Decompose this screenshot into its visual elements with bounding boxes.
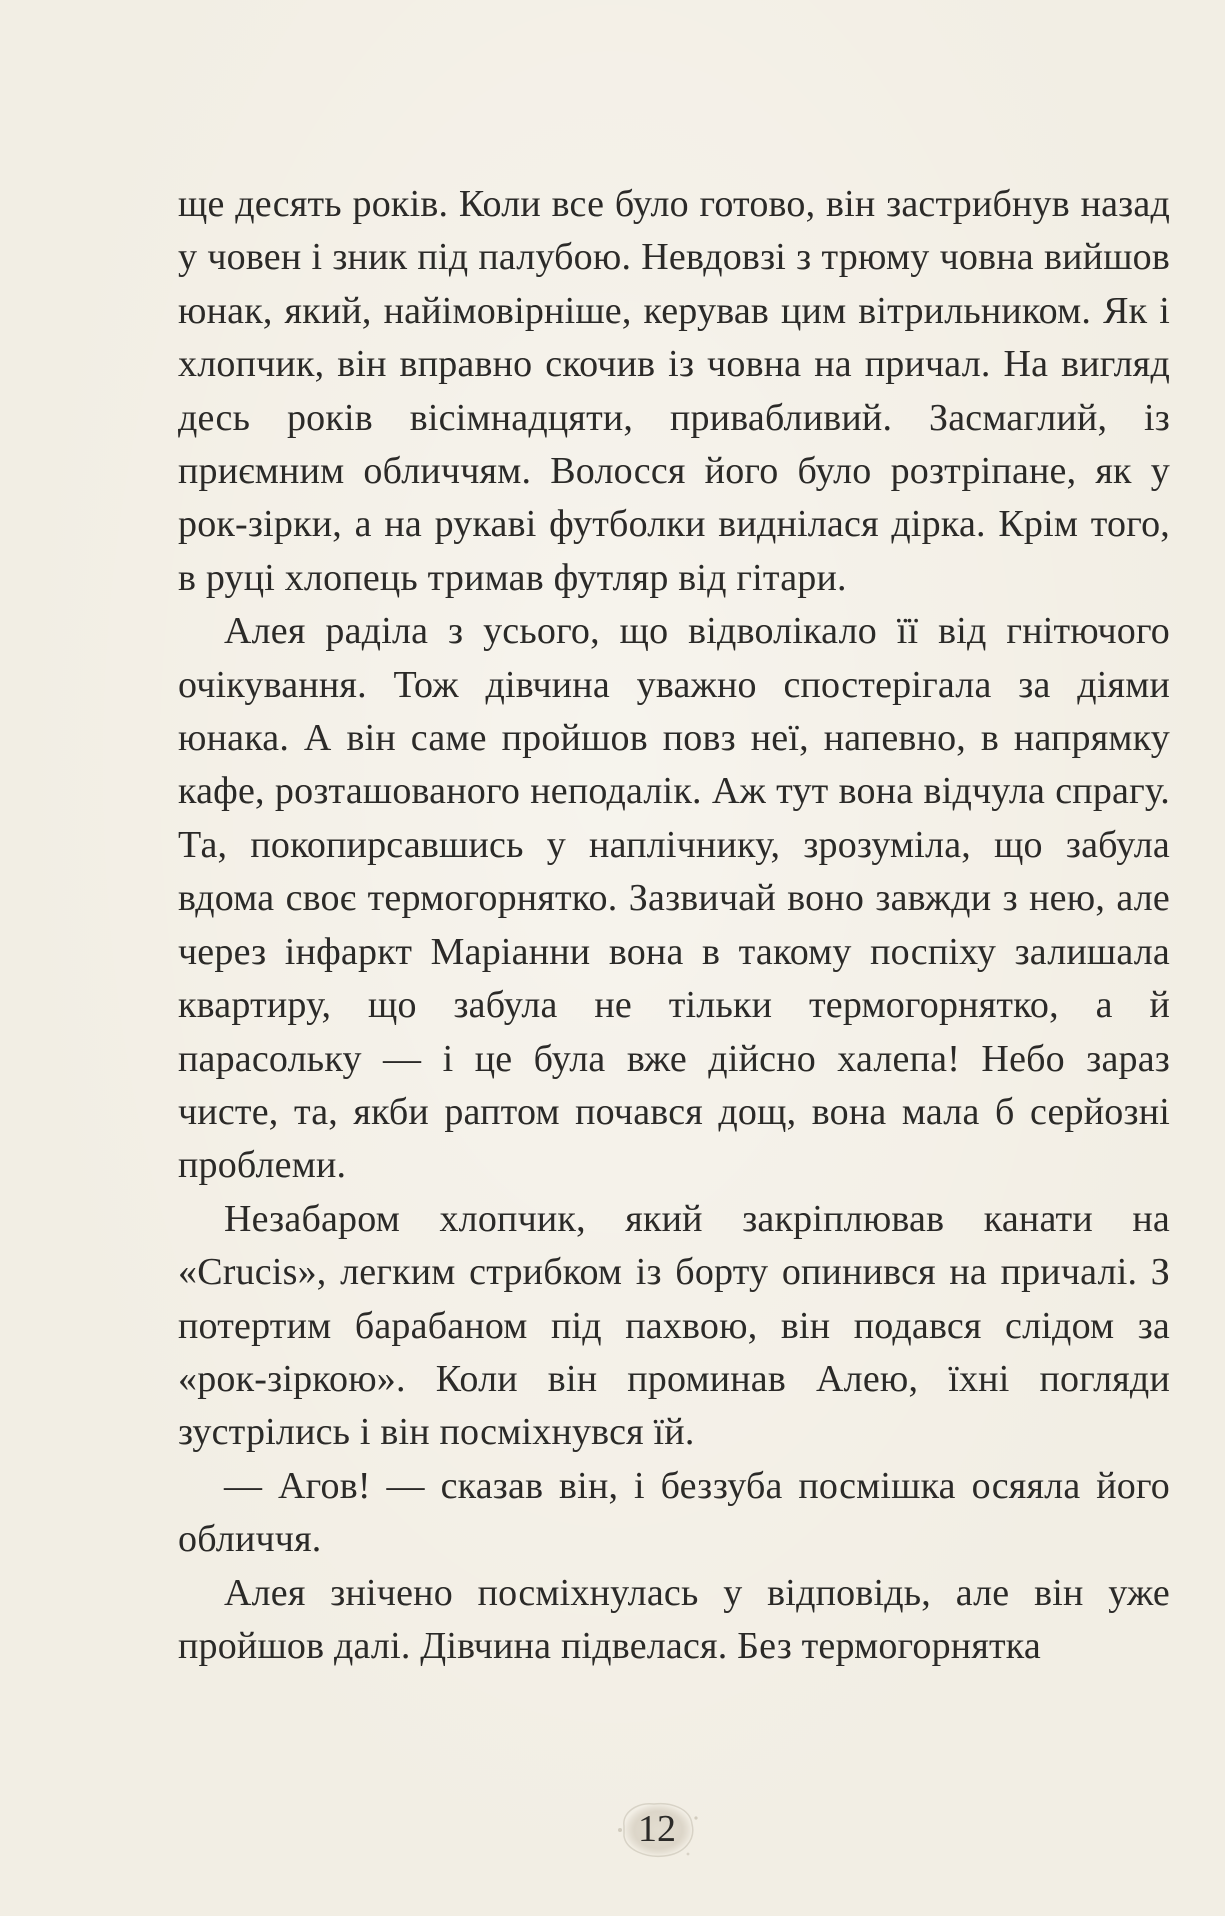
paragraph-5: Алея знічено посміхнулась у відповідь, але він уже пройшов далі. Дівчина підвелася. Без термогорнятка (178, 1571, 1170, 1667)
page-number-area (612, 1796, 702, 1862)
paragraph-4: — Агов! — сказав він, і беззуба посмішка осяяла його обличчя. (178, 1464, 1170, 1561)
body-text (178, 178, 1170, 1673)
paragraph-2: Алея раділа з усього, що відволікало її від гнітючого очікування. Тож дівчина уважно спостерігала за діями юнака. А він саме пройшов повз неї, напевно, в напрямку кафе, розташованого неподалік. Аж тут вона відчула спрагу. Та, покопирсавшись у наплічнику, зрозуміла, що забула вдома своє термогорнятко. Зазвичай воно завжди з нею, але через інфаркт Маріанни вона в такому поспіху залишала квартиру, що забула не тільки термогорнятко, а й парасольку — і це була вже дійсно халепа! Небо зараз чисте, та, якби раптом почався дощ, вона мала б серйозні проблеми. (178, 610, 1170, 1187)
page-number: 12 (638, 1808, 676, 1850)
paragraph-3: Незабаром хлопчик, який закріплював канати на «Crucis», легким стрибком із борту опинився на причалі. З потертим барабаном під пахвою, він подався слідом за «рок-зіркою». Коли він проминав Алею, їхні погляди зустрілись і він посміхнувся їй. (178, 1197, 1170, 1454)
paragraph-1: ще десять років. Коли все було готово, він застрибнув назад у човен і зник під палубою. Невдовзі з трюму човна вийшов юнак, який, найімовірніше, керував цим вітрильником. Як і хлопчик, він вправно скочив із човна на причал. На вигляд десь років вісімнадцяти, привабливий. Засмаглий, із приємним обличчям. Волосся його було розтріпане, як у рок-зірки, а на рукаві футболки виднілася дірка. Крім того, в руці хлопець тримав футляр від гітари. (178, 183, 1170, 599)
